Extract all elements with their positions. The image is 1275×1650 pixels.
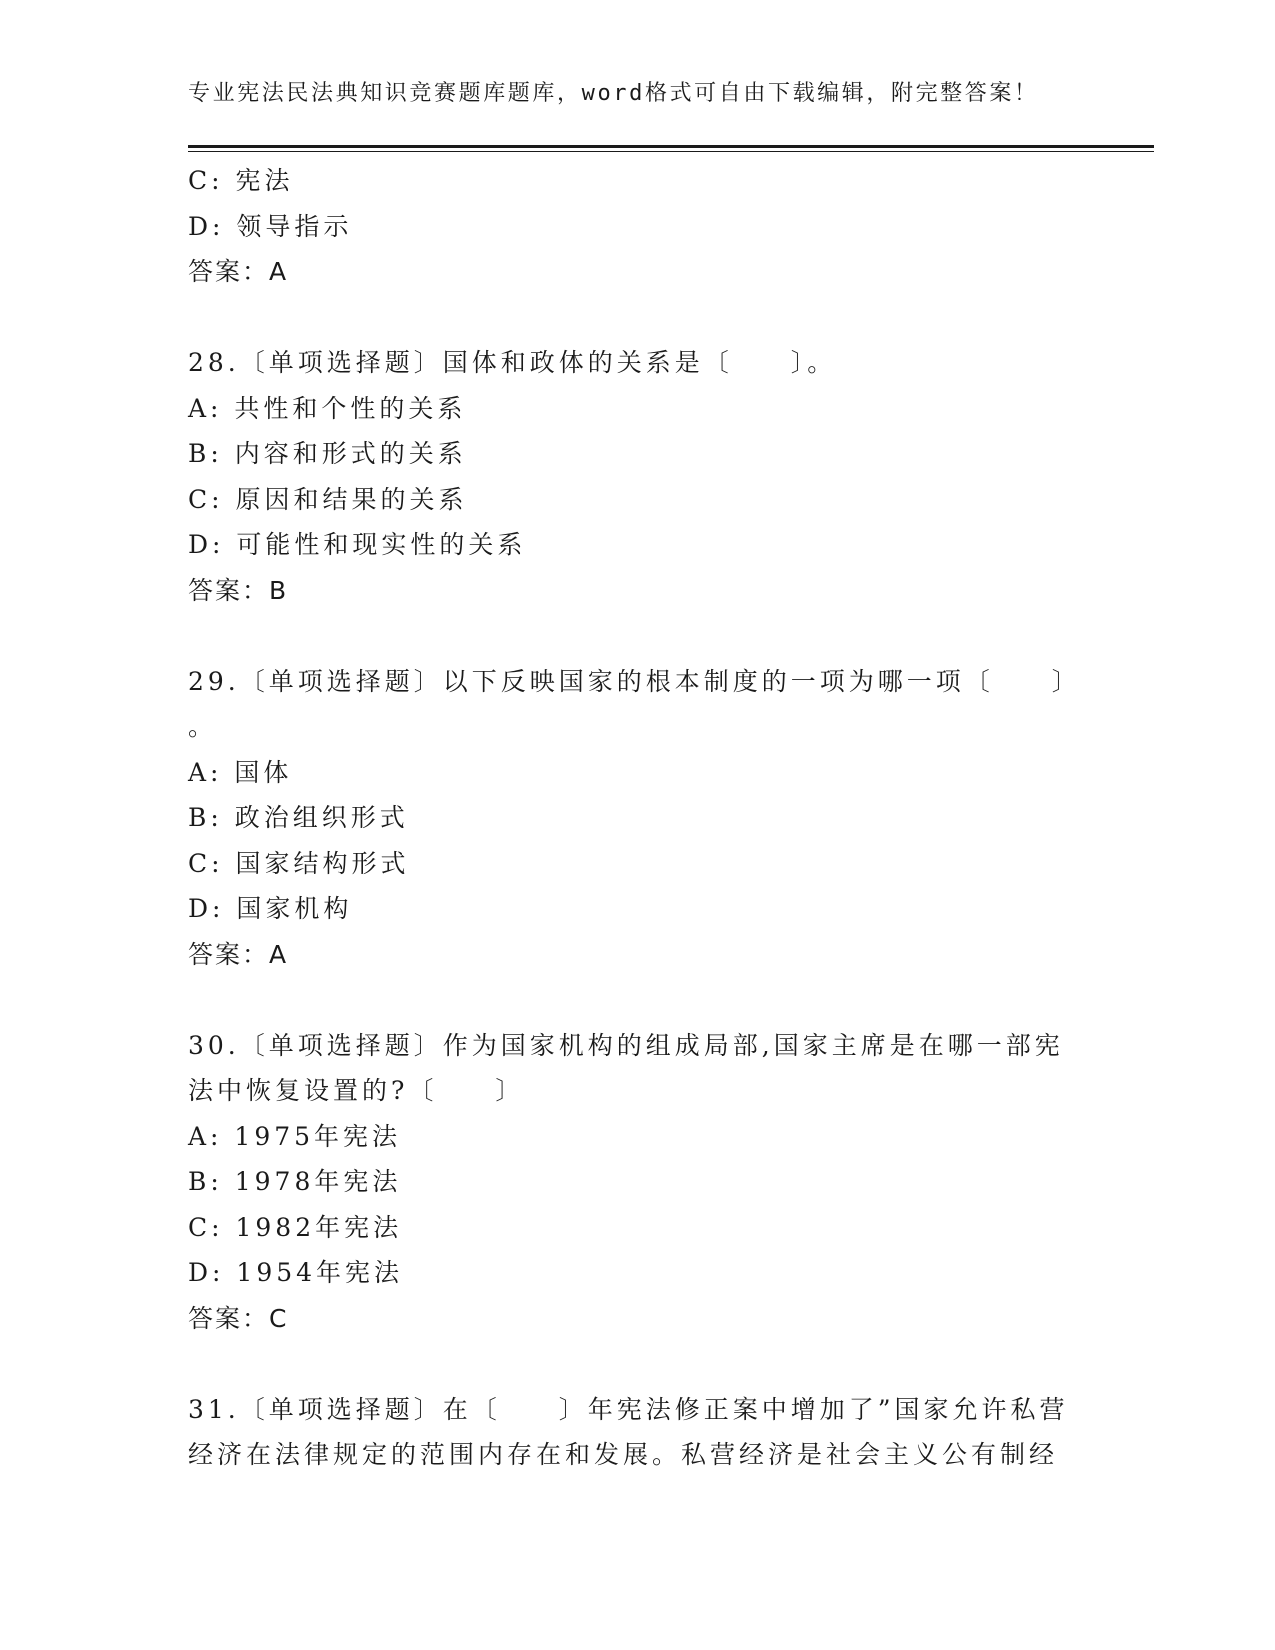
option-line: D: 1954年宪法 <box>188 1258 404 1287</box>
spacer <box>188 295 1088 341</box>
option-line: A: 国体 <box>188 757 293 787</box>
header-rule-thin <box>188 151 1154 152</box>
answer-line: 答案：B <box>188 575 289 605</box>
option-line: D: 国家机构 <box>188 894 353 923</box>
option-line: B: 内容和形式的关系 <box>188 439 467 468</box>
question-stem: 31.〔单项选择题〕在〔 〕年宪法修正案中增加了”国家允许私营 <box>188 1394 1069 1424</box>
answer-line: 答案：A <box>188 939 289 969</box>
option-line: A: 共性和个性的关系 <box>188 393 467 423</box>
answer-line: 答案：C <box>188 1303 289 1333</box>
spacer <box>188 977 1088 1023</box>
option-line: B: 政治组织形式 <box>188 803 409 832</box>
header-rule-thick <box>188 145 1154 148</box>
spacer <box>188 1341 1088 1387</box>
option-line: C: 宪法 <box>188 166 294 195</box>
question-stem-continued: 。 <box>188 712 218 741</box>
option-line: C: 原因和结果的关系 <box>188 484 468 514</box>
question-stem: 30.〔单项选择题〕作为国家机构的组成局部,国家主席是在哪一部宪 <box>188 1030 1064 1060</box>
question-stem-continued: 经济在法律规定的范围内存在和发展。私营经济是社会主义公有制经 <box>188 1440 1059 1469</box>
option-line: A: 1975年宪法 <box>188 1121 402 1151</box>
option-line: D: 可能性和现实性的关系 <box>188 530 527 559</box>
page-header: 专业宪法民法典知识竞赛题库题库，word格式可自由下载编辑，附完整答案！ <box>188 81 1039 106</box>
answer-line: 答案：A <box>188 257 289 286</box>
question-list <box>188 158 1088 1478</box>
spacer <box>188 613 1088 659</box>
option-line: D: 领导指示 <box>188 211 353 241</box>
question-stem: 29.〔单项选择题〕以下反映国家的根本制度的一项为哪一项〔 〕 <box>188 666 1081 696</box>
option-line: B: 1978年宪法 <box>188 1167 402 1196</box>
question-stem: 28.〔单项选择题〕国体和政体的关系是〔 〕。 <box>188 348 837 377</box>
question-stem-continued: 法中恢复设置的?〔 〕 <box>188 1076 525 1105</box>
option-line: C: 国家结构形式 <box>188 848 410 878</box>
option-line: C: 1982年宪法 <box>188 1212 403 1242</box>
